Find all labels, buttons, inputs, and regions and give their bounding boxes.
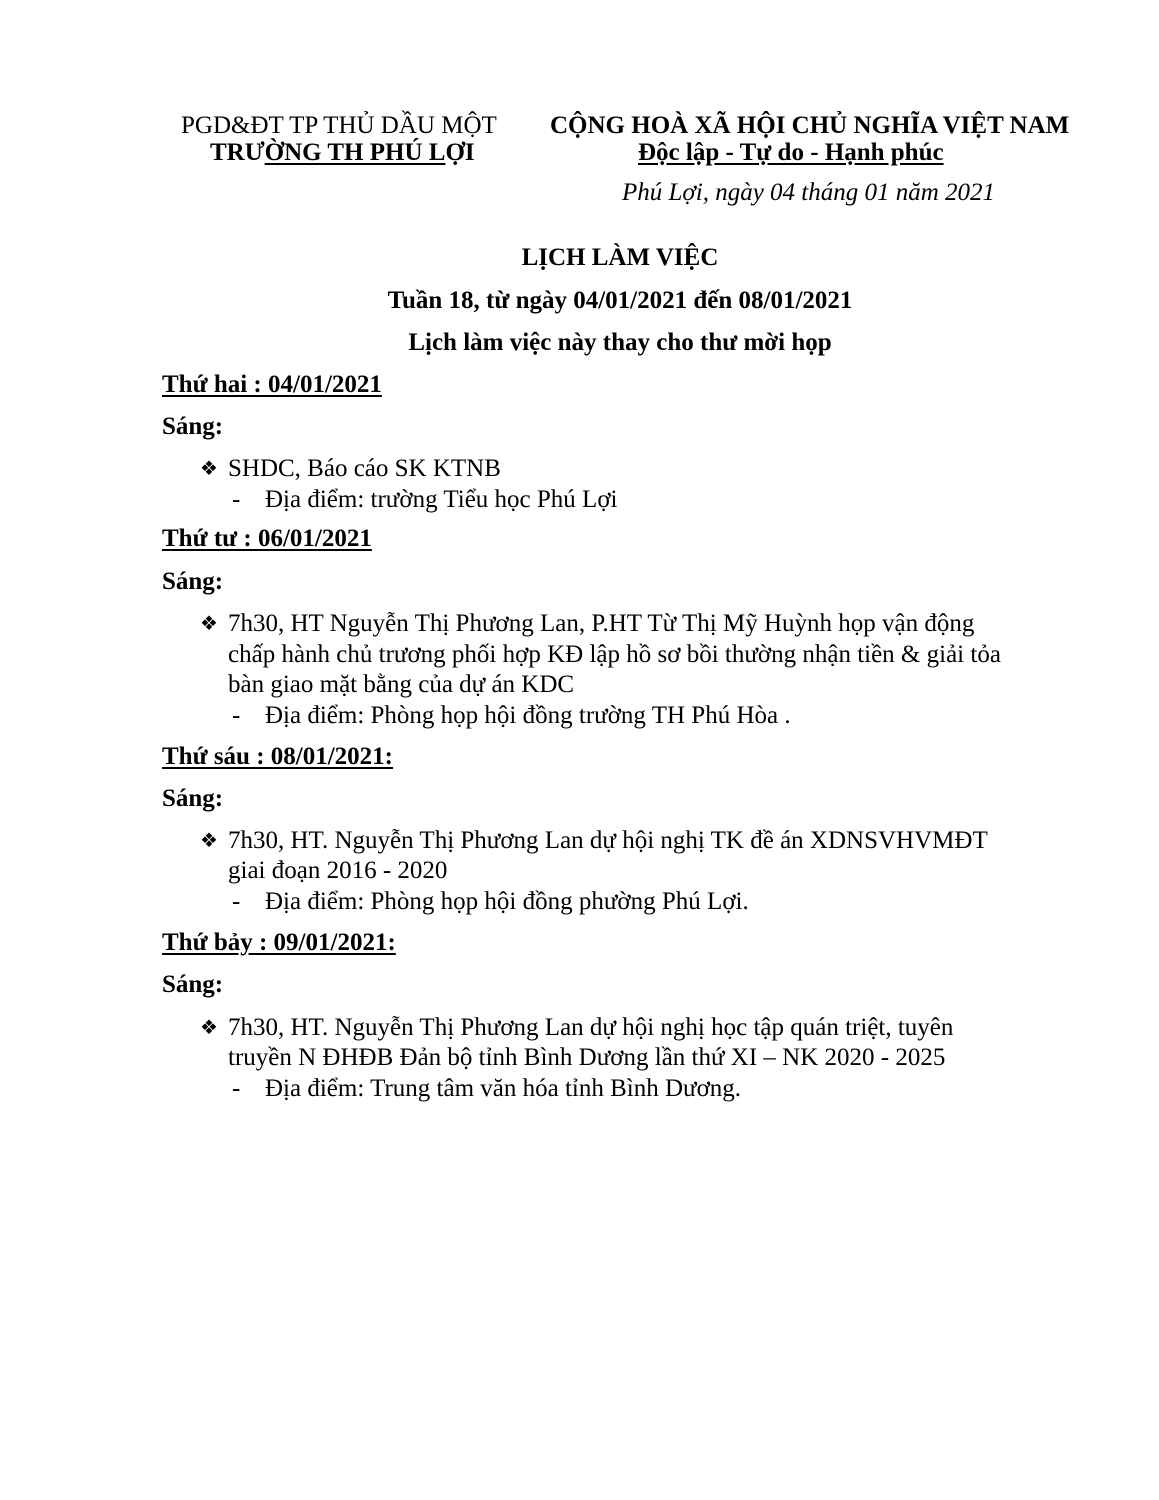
event-line: 7h30, HT. Nguyễn Thị Phương Lan dự hội nghị TK đề án XDNSVHVMĐT	[228, 827, 988, 854]
department-name: PGD&ĐT TP THỦ DẦU MỘT	[181, 112, 497, 139]
dash-icon: -	[232, 702, 241, 729]
event-line: 7h30, HT. Nguyễn Thị Phương Lan dự hội nghị học tập quán triệt, tuyên	[228, 1014, 954, 1041]
event-line: chấp hành chủ trương phối hợp KĐ lập hồ sơ bồi thường nhận tiền & giải tỏa	[228, 641, 1001, 668]
school-name-prefix: TRƯ	[210, 139, 265, 166]
diamond-bullet-icon: ❖	[200, 456, 218, 480]
session-label: Sáng:	[162, 785, 224, 812]
event-line: bàn giao mặt bằng của dự án KDC	[228, 671, 575, 698]
day-heading-wednesday: Thứ tư : 06/01/2021	[162, 525, 372, 552]
event-location: Địa điểm: trường Tiểu học Phú Lợi	[265, 486, 618, 513]
session-label: Sáng:	[162, 971, 224, 998]
event-location: Địa điểm: Phòng họp hội đồng trường TH Phú Hòa .	[265, 702, 791, 729]
document-note: Lịch làm việc này thay cho thư mời họp	[408, 329, 832, 356]
day-heading-monday: Thứ hai : 04/01/2021	[162, 371, 382, 398]
dash-icon: -	[232, 1075, 241, 1102]
national-motto: Độc lập - Tự do - Hạnh phúc	[638, 139, 944, 166]
day-heading-friday: Thứ sáu : 08/01/2021:	[162, 743, 394, 770]
event-line: SHDC, Báo cáo SK KTNB	[228, 455, 501, 482]
event-location: Địa điểm: Phòng họp hội đồng phường Phú Lợi.	[265, 888, 749, 915]
event-line: 7h30, HT Nguyễn Thị Phương Lan, P.HT Từ Thị Mỹ Huỳnh họp vận động	[228, 610, 975, 637]
school-name	[210, 137, 475, 168]
country-name: CỘNG HOÀ XÃ HỘI CHỦ NGHĨA VIỆT NAM	[550, 112, 1070, 139]
day-heading-saturday: Thứ bảy : 09/01/2021:	[162, 929, 396, 956]
diamond-bullet-icon: ❖	[200, 828, 218, 852]
diamond-bullet-icon: ❖	[200, 1015, 218, 1039]
event-line: giai đoạn 2016 - 2020	[228, 857, 448, 884]
diamond-bullet-icon: ❖	[200, 611, 218, 635]
document-date: Phú Lợi, ngày 04 tháng 01 năm 2021	[622, 179, 996, 206]
school-name-underlined: ỜNG TH PHÚ L	[264, 139, 446, 166]
week-range: Tuần 18, từ ngày 04/01/2021 đến 08/01/2021	[387, 287, 853, 314]
session-label: Sáng:	[162, 568, 224, 595]
dash-icon: -	[232, 486, 241, 513]
document-title: LỊCH LÀM VIỆC	[521, 244, 719, 271]
event-location: Địa điểm: Trung tâm văn hóa tỉnh Bình Dương.	[265, 1075, 742, 1102]
event-line: truyền N ĐHĐB Đản bộ tỉnh Bình Dương lần thứ XI – NK 2020 - 2025	[228, 1044, 946, 1071]
session-label: Sáng:	[162, 413, 224, 440]
school-name-suffix: ỢI	[445, 139, 475, 166]
dash-icon: -	[232, 888, 241, 915]
